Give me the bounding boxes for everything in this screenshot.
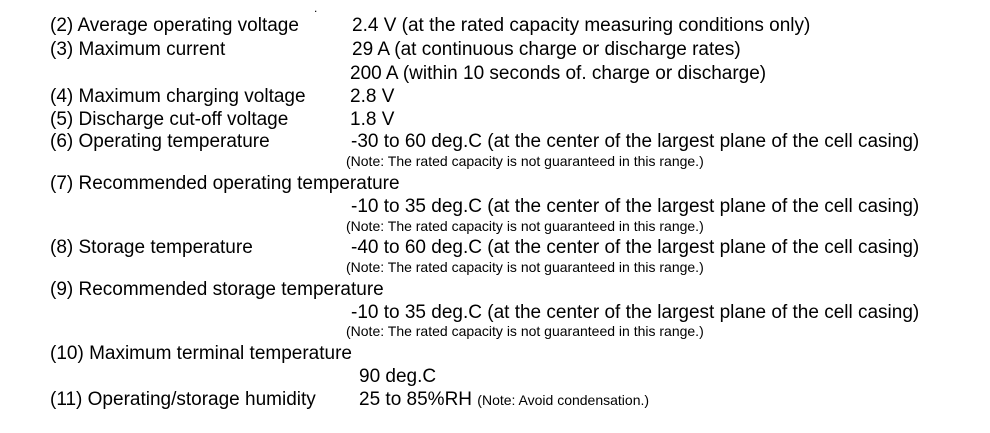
spec-value-maximum-charging-voltage: 2.8 V — [350, 86, 395, 107]
spec-value-recommended-storage-temperature: -10 to 35 deg.C (at the center of the largest plane of the cell casing) — [351, 302, 920, 323]
spec-label-maximum-current: (3) Maximum current — [50, 39, 226, 60]
spec-note-recommended-operating-temperature: (Note: The rated capacity is not guaranteed in this range.) — [346, 218, 704, 234]
spec-label-maximum-charging-voltage: (4) Maximum charging voltage — [50, 86, 306, 107]
spec-note-humidity: (Note: Avoid condensation.) — [477, 392, 650, 408]
spec-note-recommended-storage-temperature: (Note: The rated capacity is not guaranteed in this range.) — [346, 323, 704, 339]
stray-dot: . — [314, 1, 318, 15]
spec-note-storage-temperature: (Note: The rated capacity is not guaranteed in this range.) — [346, 259, 704, 275]
spec-value-maximum-terminal-temperature: 90 deg.C — [359, 366, 437, 387]
spec-label-storage-temperature: (8) Storage temperature — [50, 237, 253, 258]
spec-value-maximum-current: 29 A (at continuous charge or discharge rates) — [352, 39, 741, 60]
spec-label-operating-temperature: (6) Operating temperature — [50, 131, 270, 152]
spec-value-discharge-cutoff-voltage: 1.8 V — [350, 109, 395, 130]
spec-value-storage-temperature: -40 to 60 deg.C (at the center of the largest plane of the cell casing) — [351, 237, 920, 258]
spec-value-average-operating-voltage: 2.4 V (at the rated capacity measuring conditions only) — [352, 15, 811, 36]
spec-label-maximum-terminal-temperature: (10) Maximum terminal temperature — [50, 343, 352, 364]
spec-label-average-operating-voltage: (2) Average operating voltage — [50, 15, 299, 36]
spec-value-recommended-operating-temperature: -10 to 35 deg.C (at the center of the largest plane of the cell casing) — [351, 196, 920, 217]
spec-value-maximum-current-pulse: 200 A (within 10 seconds of. charge or discharge) — [350, 63, 767, 84]
spec-note-operating-temperature: (Note: The rated capacity is not guaranteed in this range.) — [346, 153, 704, 169]
spec-label-recommended-storage-temperature: (9) Recommended storage temperature — [50, 279, 384, 300]
spec-label-discharge-cutoff-voltage: (5) Discharge cut-off voltage — [50, 109, 289, 130]
spec-value-humidity-range: 25 to 85%RH — [359, 389, 473, 410]
spec-label-recommended-operating-temperature: (7) Recommended operating temperature — [50, 173, 400, 194]
spec-value-operating-storage-humidity — [359, 389, 649, 411]
spec-label-operating-storage-humidity: (11) Operating/storage humidity — [50, 389, 316, 410]
spec-value-operating-temperature: -30 to 60 deg.C (at the center of the largest plane of the cell casing) — [351, 131, 920, 152]
